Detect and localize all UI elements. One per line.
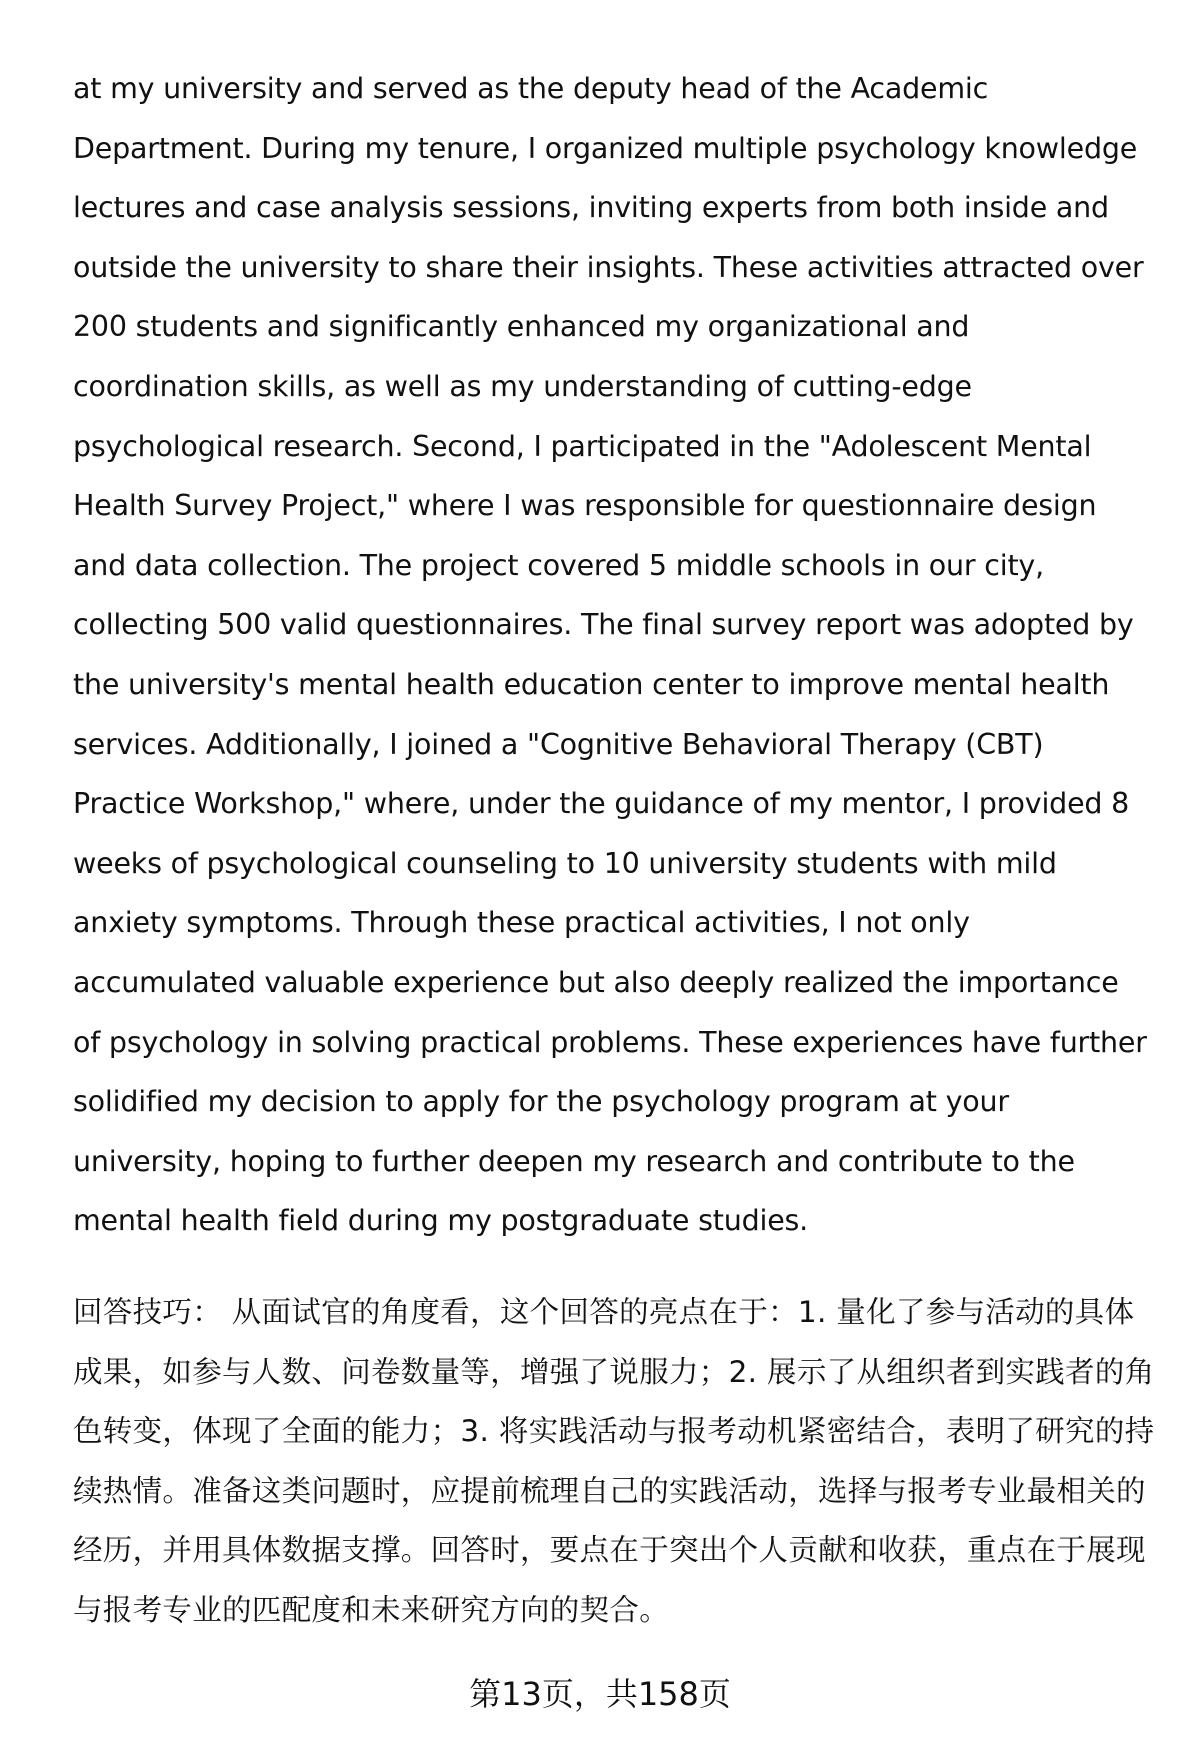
text-line: the university's mental health education center to improve mental health	[73, 667, 1110, 701]
text-line: anxiety symptoms. Through these practical activities, I not only	[73, 906, 970, 940]
text-line: services. Additionally, I joined a "Cognitive Behavioral Therapy (CBT)	[73, 727, 1044, 761]
text-line: Department. During my tenure, I organized multiple psychology knowledge	[73, 131, 1138, 165]
text-line: 经历，并用具体数据支撑。回答时，要点在于突出个人贡献和收获，重点在于展现	[73, 1533, 1146, 1568]
text-line: coordination skills, as well as my understanding of cutting-edge	[73, 369, 972, 403]
text-line: weeks of psychological counseling to 10 university students with mild	[73, 846, 1057, 880]
text-line: 200 students and significantly enhanced my organizational and	[73, 310, 970, 344]
page-number: 第13页，共158页	[469, 1675, 731, 1713]
text-line: Practice Workshop," where, under the guidance of my mentor, I provided 8	[73, 787, 1130, 821]
text-line: outside the university to share their insights. These activities attracted over	[73, 250, 1144, 284]
answer-tips-paragraph	[73, 1283, 1183, 1641]
text-line: 续热情。准备这类问题时，应提前梳理自己的实践活动，选择与报考专业最相关的	[73, 1473, 1146, 1508]
text-line: Health Survey Project," where I was responsible for questionnaire design	[73, 489, 1097, 523]
text-line: university, hoping to further deepen my research and contribute to the	[73, 1144, 1075, 1178]
text-line: mental health field during my postgraduate studies.	[73, 1204, 809, 1238]
text-line: 成果，如参与人数、问卷数量等，增强了说服力；2. 展示了从组织者到实践者的角	[73, 1354, 1155, 1389]
text-line: at my university and served as the deputy head of the Academic	[73, 72, 989, 105]
text-line: solidified my decision to apply for the psychology program at your	[73, 1085, 1009, 1119]
text-line: 色转变，体现了全面的能力；3. 将实践活动与报考动机紧密结合，表明了研究的持	[73, 1414, 1155, 1449]
answer-paragraph	[73, 59, 1183, 1251]
text-line: 回答技巧： 从面试官的角度看，这个回答的亮点在于：1. 量化了参与活动的具体	[73, 1295, 1135, 1329]
text-line: 与报考专业的匹配度和未来研究方向的契合。	[73, 1592, 670, 1627]
text-line: accumulated valuable experience but also deeply realized the importance	[73, 965, 1119, 999]
text-line: psychological research. Second, I participated in the "Adolescent Mental	[73, 429, 1092, 463]
text-line: collecting 500 valid questionnaires. The final survey report was adopted by	[73, 608, 1134, 642]
text-line: and data collection. The project covered 5 middle schools in our city,	[73, 548, 1044, 582]
text-line: of psychology in solving practical problems. These experiences have further	[73, 1025, 1147, 1059]
text-line: lectures and case analysis sessions, inviting experts from both inside and	[73, 191, 1109, 225]
